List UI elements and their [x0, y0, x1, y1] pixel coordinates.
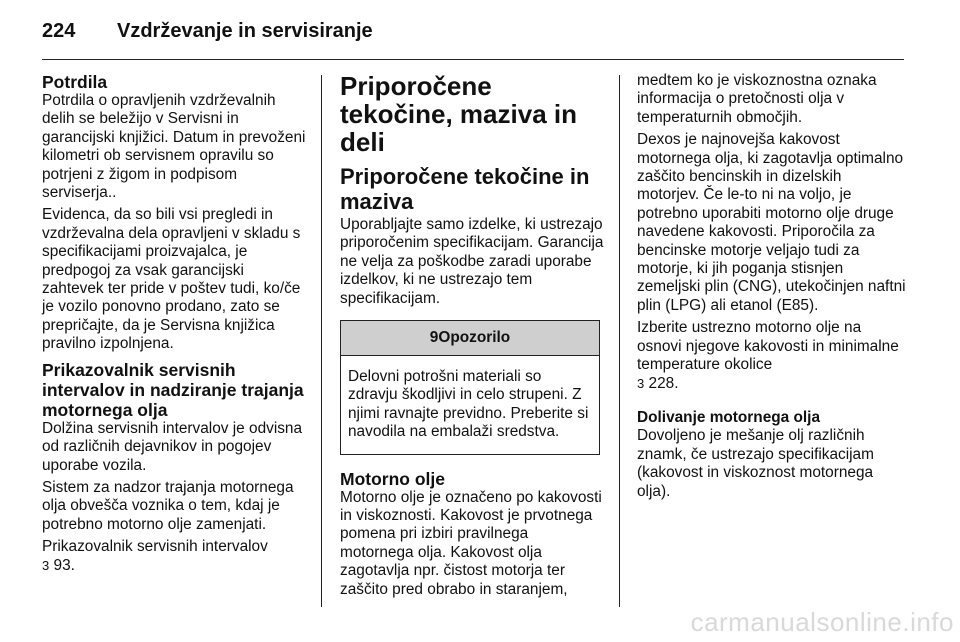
paragraph: Sistem za nadzor trajanja motornega olja obvešča voznika o tem, kdaj je potrebno motorno olje zamenjati.: [42, 478, 294, 533]
paragraph: Potrdila o opravljenih vzdrževalnih delih se beležijo v Servisni in garancijski knjižici. Datum in prevoženi kilometri ob servisnem opravilu so potrjeni z žigom in podpisom serviserja..: [42, 92, 306, 202]
paragraph: Dovoljeno je mešanje olj različnih znamk, če ustrezajo specifikacijam (kakovost in viskoznost motornega olja).: [637, 427, 874, 500]
column-divider-1: [321, 75, 322, 607]
subsection-title: Priporočene tekočine in maziva: [340, 164, 590, 214]
reference-text: Prikazovalnik servisnih intervalov: [42, 538, 268, 556]
page-reference[interactable]: 228.: [644, 374, 679, 392]
header-divider: [42, 59, 904, 60]
page-header: [42, 14, 922, 54]
paragraph: Motorno olje je označeno po kakovosti in viskoznosti. Kakovost je prvotnega pomena pri izbiri pravilnega motornega olja. Kakovost olja zagotavlja npr. čistost motorja ter zaščito pred obrabo in staranjem,: [340, 488, 602, 598]
page-number: 224: [42, 20, 76, 42]
heading-prikazovalnik: Prikazovalnik servisnih intervalov in nadziranje trajanja motornega olja: [42, 359, 304, 420]
column-2: [340, 72, 606, 603]
heading-potrdila: Potrdila: [42, 72, 108, 92]
paragraph: Dexos je najnovejša kakovost motornega olja, ki zagotavlja optimalno zaščito bencinskih in dizelskih motorjev. Če le-to ni na voljo, je potrebno uporabiti motorno olje druge navedene kakovosti. Priporočila za bencinske motorje veljajo tudi za motorje, ki jih poganja stisnjen zemeljski plin (CNG), utekočinjen naftni plin (LPG) ali etanol (E85).: [637, 131, 906, 314]
paragraph: medtem ko je viskoznostna oznaka informacija o pretočnosti olja v temperaturnih območjih.: [637, 72, 877, 126]
paragraph: Uporabljajte samo izdelke, ki ustrezajo priporočenim specifikacijam. Garancija ne velja za poškodbe zaradi uporabe izdelkov, ki ne ustrezajo tem specifikacijam.: [340, 216, 604, 307]
section-title: Priporočene tekočine, maziva in deli: [340, 71, 577, 157]
column-divider-2: [619, 75, 620, 607]
warning-text: Delovni potrošni materiali so zdravju škodljivi in celo strupeni. Z njimi ravnajte previdno. Preberite si navodila na embalaži sredstva.: [348, 368, 589, 441]
paragraph-with-reference: [637, 319, 907, 393]
column-3: [637, 72, 907, 505]
paragraph: Dolžina servisnih intervalov je odvisna od različnih dejavnikov in pogojev uporabe vozila.: [42, 419, 303, 474]
heading-motorno-olje: Motorno olje: [340, 468, 445, 489]
warning-icon: 9: [429, 329, 439, 347]
watermark: carmanualsonline.info: [690, 607, 954, 637]
paragraph-with-reference: [42, 538, 308, 575]
heading-dolivanje: Dolivanje motornega olja: [637, 408, 821, 426]
paragraph: Evidenca, da so bili vsi pregledi in vzdrževalna dela opravljeni v skladu s specifikacijami proizvajalca, je predpogoj za vsak garancijski zahtevek ter pride v poštev tudi, ko/če je vozilo ponovno prodano, zato se prepričajte, da je Servisna knjižica pravilno izpolnjena.: [42, 206, 301, 353]
warning-header: [341, 321, 599, 356]
warning-body: [341, 356, 599, 454]
page-reference-arrow-icon: 3: [42, 557, 50, 573]
column-1: [42, 72, 308, 579]
warning-box: [340, 320, 600, 455]
reference-text: Izberite ustrezno motorno olje na osnovi njegove kakovosti in minimalne temperature okolice: [637, 319, 899, 374]
page-reference[interactable]: 93.: [49, 556, 75, 574]
warning-title: Opozorilo: [438, 329, 511, 347]
chapter-title: Vzdrževanje in servisiranje: [117, 20, 373, 42]
page-reference-arrow-icon: 3: [637, 375, 645, 391]
